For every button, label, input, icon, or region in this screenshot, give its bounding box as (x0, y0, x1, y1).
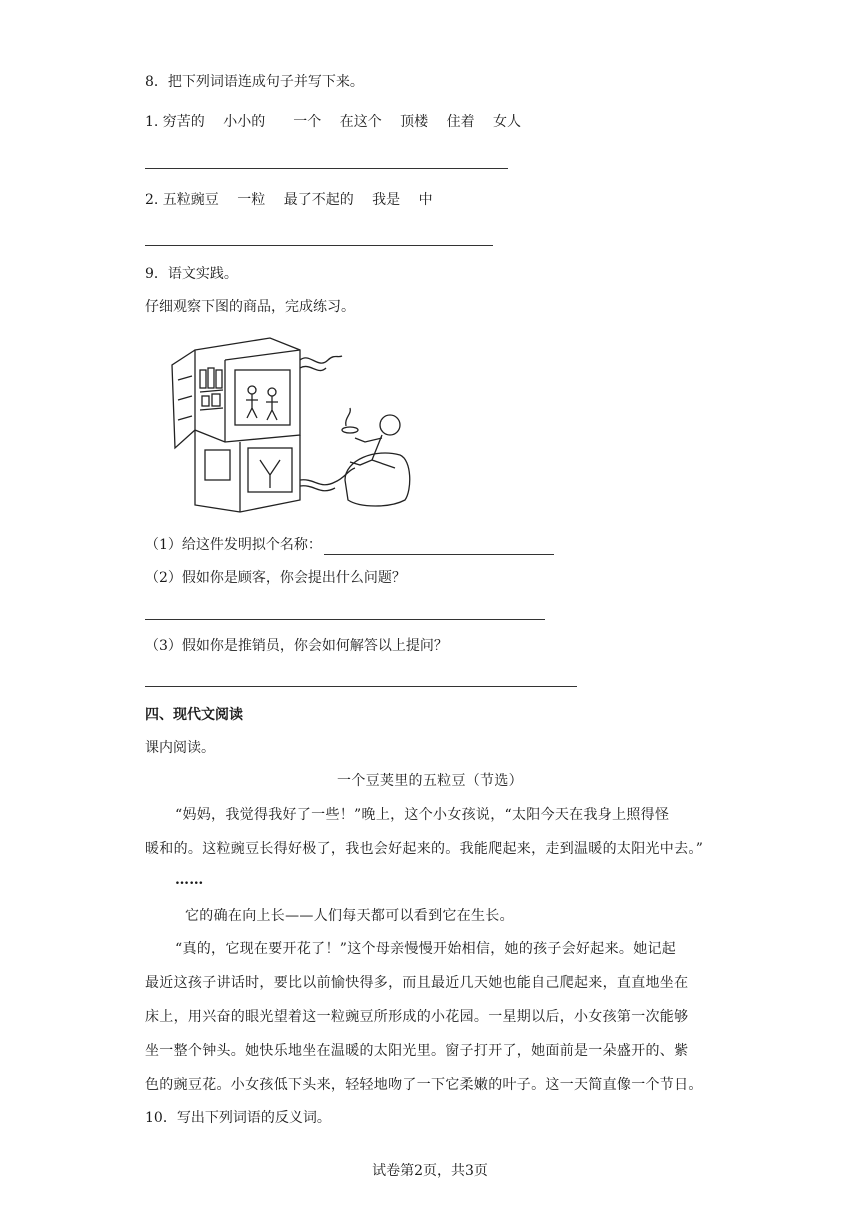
passage-para3-line1: “真的，它现在要开花了！”这个母亲慢慢开始相信，她的孩子会好起来。她记起 (175, 941, 677, 957)
passage-para1-line1: “妈妈，我觉得我好了一些！”晚上，这个小女孩说，“太阳今天在我身上照得怪 (175, 807, 670, 823)
passage-para3-line2: 最近这孩子讲话时，要比以前愉快得多，而且最近几天她也能自己爬起来，直直地坐在 (145, 975, 689, 991)
q9-prompt: 9．语文实践。 (145, 266, 238, 282)
q8-answer-line-1[interactable] (145, 168, 508, 169)
q9-instruction: 仔细观察下图的商品，完成练习。 (145, 299, 355, 315)
invention-name-blank[interactable] (324, 540, 554, 555)
q8-item1-words: 1. 穷苦的 小小的 一个 在这个 顶楼 住着 女人 (145, 114, 522, 130)
passage-title: 一个豆荚里的五粒豆（节选） (337, 773, 523, 789)
passage-ellipsis: …… (175, 872, 204, 888)
q9-sub2-answer-line[interactable] (145, 619, 545, 620)
passage-para1-line2: 暖和的。这粒豌豆长得好极了，我也会好起来的。我能爬起来，走到温暖的太阳光中去。” (145, 841, 704, 857)
invention-illustration (150, 330, 440, 525)
section-intro: 课内阅读。 (145, 740, 215, 756)
passage-para3-line5: 色的豌豆花。小女孩低下头来，轻轻地吻了一下它柔嫩的叶子。这一天简直像一个节日。 (145, 1077, 703, 1093)
page-footer: 试卷第2页，共3页 (372, 1163, 488, 1179)
q9-sub1-question (145, 535, 554, 555)
q9-sub2-question: （2）假如你是顾客，你会提出什么问题？ (145, 570, 406, 586)
q8-item2-words: 2. 五粒豌豆 一粒 最了不起的 我是 中 (145, 192, 433, 208)
passage-para3-line4: 坐一整个钟头。她快乐地坐在温暖的太阳光里。窗子打开了，她面前是一朵盛开的、紫 (145, 1043, 689, 1059)
q8-prompt: 8．把下列词语连成句子并写下来。 (145, 74, 364, 90)
q9-sub3-answer-line[interactable] (145, 686, 577, 687)
passage-para2: 它的确在向上长——人们每天都可以看到它在生长。 (185, 908, 514, 924)
passage-para3-line3: 床上，用兴奋的眼光望着这一粒豌豆所形成的小花园。一星期以后，小女孩第一次能够 (145, 1009, 689, 1025)
section-heading: 四、现代文阅读 (145, 707, 243, 723)
q9-sub3-question: （3）假如你是推销员，你会如何解答以上提问？ (145, 638, 448, 654)
q10-prompt: 10．写出下列词语的反义词。 (145, 1110, 331, 1126)
q9-sub1-label: （1）给这件发明拟个名称： (145, 537, 322, 553)
q8-answer-line-2[interactable] (145, 245, 493, 246)
